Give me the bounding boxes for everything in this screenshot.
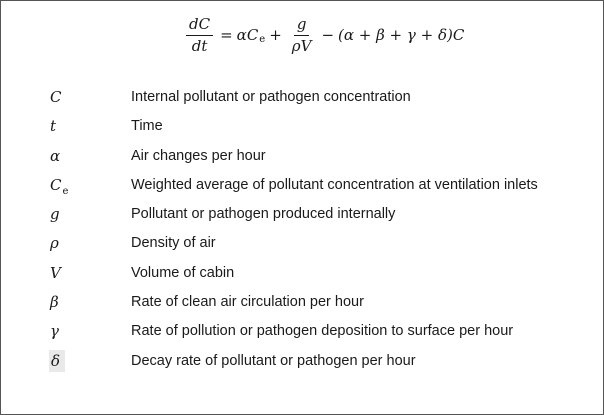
symbol-text: C (50, 175, 62, 194)
symbol-text: g (50, 205, 60, 224)
variable-description: Internal pollutant or pathogen concentration (131, 89, 411, 105)
symbol-text: α (50, 146, 61, 165)
variable-row (1, 198, 603, 227)
variable-description: Density of air (131, 235, 216, 252)
source-numerator: g (294, 17, 310, 36)
variable-row (1, 257, 603, 286)
variable-definitions (1, 81, 603, 374)
variable-symbol-selected[interactable] (49, 350, 65, 372)
variable-row (1, 81, 603, 110)
variable-description: Volume of cabin (131, 264, 235, 281)
variable-symbol (50, 320, 64, 342)
trailing-c-symbol: C (452, 26, 465, 44)
lhs-fraction (186, 14, 213, 55)
equals-sign: = (220, 26, 233, 44)
differential-equation (183, 13, 464, 57)
lhs-denominator: dt (191, 36, 208, 55)
variable-description: Rate of clean air circulation per hour (131, 294, 364, 311)
symbol-text: ρ (50, 234, 59, 253)
symbol-text: C (50, 88, 62, 106)
c-subscript: e (259, 33, 266, 45)
variable-symbol (50, 262, 64, 284)
variable-row (1, 140, 603, 169)
variable-row (1, 169, 603, 198)
variable-description: Rate of pollution or pathogen deposition to surface per hour (131, 323, 514, 340)
minus-sign: − (321, 26, 335, 44)
symbol-text: δ (51, 351, 61, 370)
symbol-subscript: e (62, 185, 69, 197)
variable-row (1, 315, 603, 344)
variable-description: Air changes per hour (131, 147, 266, 164)
variable-row (1, 227, 603, 256)
symbol-text: γ (50, 322, 59, 341)
symbol-text: V (50, 263, 61, 282)
plus-sign: + (269, 26, 282, 44)
symbol-text: t (50, 117, 57, 136)
symbol-text: β (50, 293, 59, 312)
variable-description: Time (131, 118, 163, 135)
variable-symbol (50, 203, 64, 225)
source-denominator: ρV (291, 36, 312, 55)
variable-symbol (50, 145, 64, 167)
variable-row (1, 345, 603, 374)
variable-description: Weighted average of pollutant concentration at ventilation inlets (131, 176, 538, 193)
lhs-numerator: dC (186, 17, 213, 36)
variable-row (1, 286, 603, 315)
rate-sum-expression: (α + β + γ + δ) (338, 26, 453, 44)
alpha-symbol: α (236, 26, 247, 44)
variable-symbol (50, 86, 64, 108)
variable-description: Decay rate of pollutant or pathogen per hour (131, 352, 416, 369)
variable-symbol (50, 174, 69, 197)
variable-symbol (50, 291, 64, 313)
c-symbol: C (246, 26, 259, 44)
variable-description: Pollutant or pathogen produced internally (131, 206, 396, 223)
variable-symbol (50, 115, 64, 137)
variable-symbol (50, 232, 64, 254)
source-fraction (289, 14, 315, 55)
variable-row (1, 110, 603, 139)
